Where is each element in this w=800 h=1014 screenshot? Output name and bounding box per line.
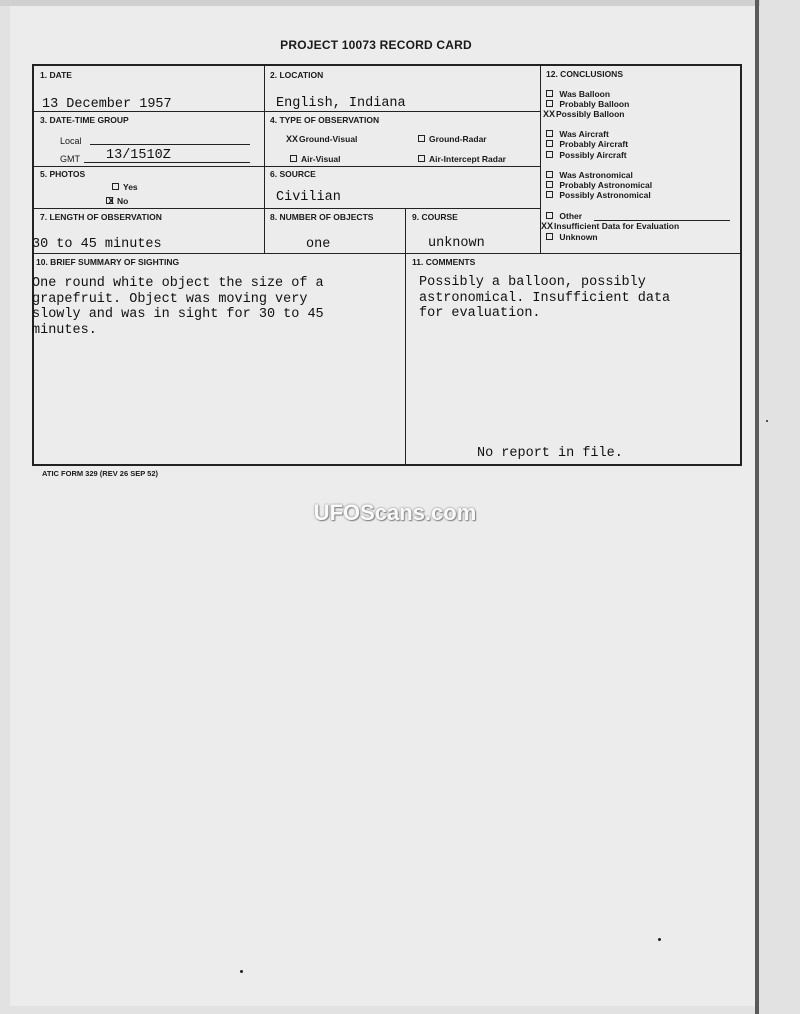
concl-possibly-balloon: XXPossibly Balloon	[543, 109, 625, 119]
summary-line: grapefruit. Object was moving very	[32, 291, 308, 307]
form-id: ATIC FORM 329 (REV 26 SEP 52)	[42, 469, 159, 478]
conclusions-label: 12. CONCLUSIONS	[546, 69, 623, 79]
dtg-gmt-label: GMT	[60, 154, 80, 164]
location-label: 2. LOCATION	[270, 70, 324, 80]
concl-unknown: Unknown	[546, 232, 598, 242]
divider	[34, 208, 540, 209]
observation-label: 4. TYPE OF OBSERVATION	[270, 115, 380, 125]
concl-probably-aircraft: Probably Aircraft	[546, 139, 628, 149]
date-label: 1. DATE	[40, 70, 72, 80]
concl-was-balloon: Was Balloon	[546, 89, 610, 99]
obs-air-visual: Air-Visual	[290, 154, 341, 164]
source-label: 6. SOURCE	[270, 169, 316, 179]
summary-label: 10. BRIEF SUMMARY OF SIGHTING	[36, 257, 180, 267]
obs-ground-visual: XXGround-Visual	[286, 134, 358, 144]
summary-line: slowly and was in sight for 30 to 45	[32, 307, 324, 322]
concl-possibly-astronomical: Possibly Astronomical	[546, 190, 651, 200]
speck	[658, 938, 661, 941]
watermark: UFOScans.com	[313, 500, 477, 525]
length-value: 30 to 45 minutes	[32, 237, 162, 252]
concl-other: Other	[546, 211, 582, 221]
divider	[34, 253, 740, 254]
concl-probably-balloon: Probably Balloon	[546, 99, 629, 109]
photos-label: 5. PHOTOS	[40, 169, 86, 179]
comments-footer: No report in file.	[477, 446, 623, 461]
course-label: 9. COURSE	[412, 212, 458, 222]
objects-value: one	[306, 237, 331, 252]
source-value: Civilian	[276, 190, 341, 205]
date-value: 13 December 1957	[42, 97, 172, 112]
dtg-local-label: Local	[60, 136, 82, 146]
concl-probably-astronomical: Probably Astronomical	[546, 180, 652, 190]
concl-was-astronomical: Was Astronomical	[546, 170, 633, 180]
obs-ground-radar: Ground-Radar	[418, 134, 487, 144]
obs-air-intercept: Air-Intercept Radar	[418, 154, 506, 164]
speck	[766, 420, 768, 422]
dtg-gmt-value: 13/1510Z	[106, 148, 171, 163]
dtg-local-line	[90, 144, 250, 145]
divider	[264, 66, 265, 253]
photos-yes: Yes	[112, 182, 138, 192]
divider	[405, 208, 406, 464]
comments-line: Possibly a balloon, possibly	[419, 275, 646, 290]
divider	[34, 166, 540, 167]
course-value: unknown	[428, 236, 485, 251]
objects-label: 8. NUMBER OF OBJECTS	[270, 212, 374, 222]
concl-possibly-aircraft: Possibly Aircraft	[546, 150, 627, 160]
record-card-form	[32, 64, 742, 466]
comments-line: for evaluation.	[419, 306, 541, 321]
speck	[240, 970, 243, 973]
dtg-label: 3. DATE-TIME GROUP	[40, 115, 129, 125]
summary-line: One round white object the size of a	[32, 276, 324, 291]
photos-no: X No	[108, 196, 129, 206]
comments-text	[419, 275, 670, 322]
summary-line: minutes.	[32, 322, 97, 338]
card-title: PROJECT 10073 RECORD CARD	[280, 38, 472, 52]
comments-line: astronomical. Insufficient data	[419, 290, 671, 306]
summary-text	[32, 276, 324, 338]
length-label: 7. LENGTH OF OBSERVATION	[40, 212, 162, 222]
concl-insufficient: XXInsufficient Data for Evaluation	[541, 221, 680, 231]
concl-was-aircraft: Was Aircraft	[546, 129, 609, 139]
location-value: English, Indiana	[276, 96, 406, 111]
comments-label: 11. COMMENTS	[412, 257, 476, 267]
